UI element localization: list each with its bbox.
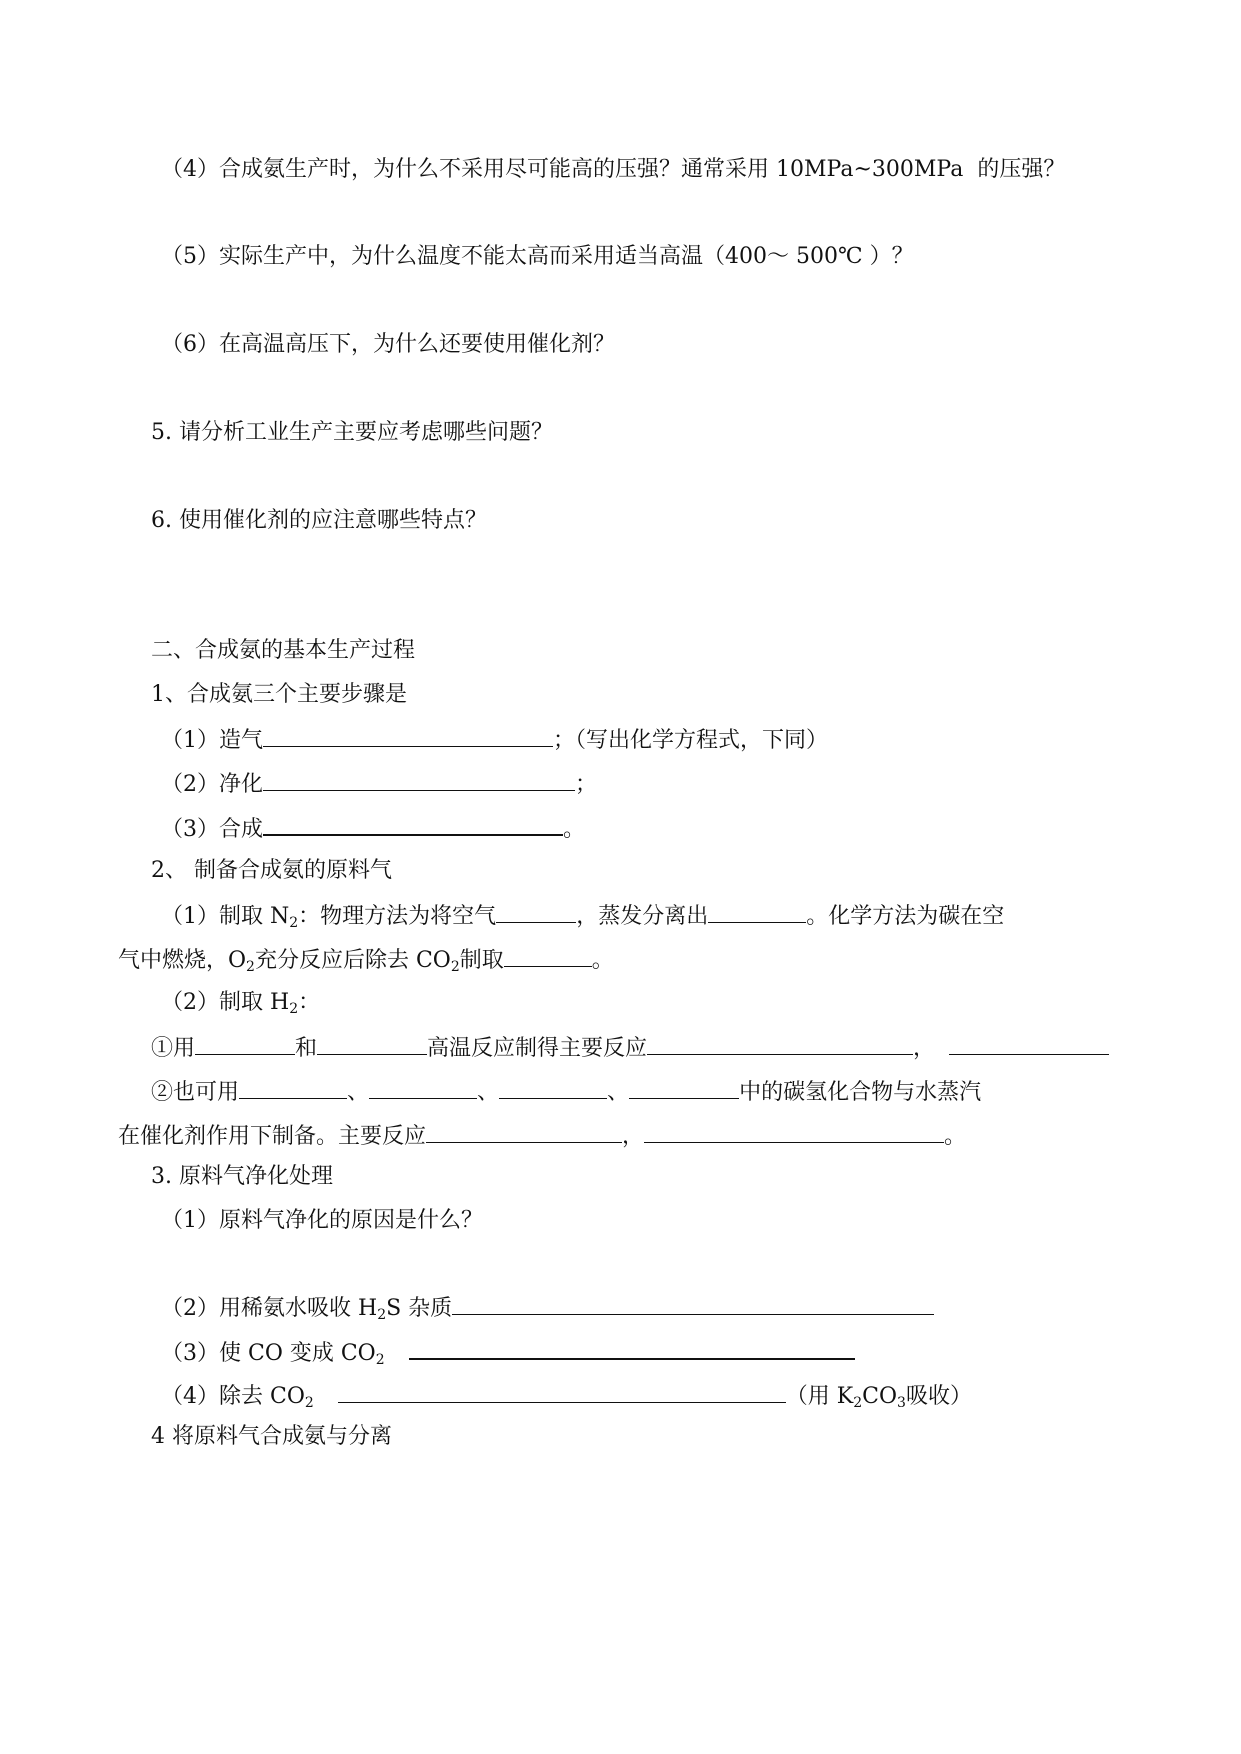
method-2-line-2: 在催化剂作用下制备。主要反应 ， 。 xyxy=(118,1120,966,1152)
answer-blank[interactable] xyxy=(317,1032,427,1055)
answer-blank[interactable] xyxy=(504,944,592,967)
step-3-title: 3. 原料气净化处理 xyxy=(151,1164,333,1189)
n2-line-2: 气中燃烧，$O_2$充分反应后除去 $CO_2$制取 。 xyxy=(118,944,614,976)
method-2: ②也可用 、 、 、 中的碳氢化合物与水蒸汽 xyxy=(151,1076,981,1108)
h2-title: （2）制取 $H_2$： xyxy=(161,990,321,1017)
answer-blank[interactable] xyxy=(409,1336,855,1360)
method-1: ①用 和 高温反应制得主要反应 ， xyxy=(151,1032,1109,1064)
answer-blank[interactable] xyxy=(426,1120,622,1143)
answer-blank[interactable] xyxy=(338,1380,786,1403)
n2-line-1: （1）制取 $N_2$：物理方法为将空气 ，蒸发分离出 。化学方法为碳在空 xyxy=(161,900,1004,932)
answer-blank[interactable] xyxy=(496,900,576,923)
step-1c: （3）合成 。 xyxy=(161,812,585,845)
step-3-q3: （3）使 CO 变成 $CO_2$ xyxy=(161,1336,855,1369)
step-1a: （1）造气 ；（写出化学方程式，下同） xyxy=(161,724,828,756)
answer-blank[interactable] xyxy=(452,1292,934,1315)
answer-blank[interactable] xyxy=(369,1076,477,1099)
step-2-title: 2、 制备合成氨的原料气 xyxy=(151,858,392,883)
section-heading: 二、合成氨的基本生产过程 xyxy=(151,638,416,663)
step-3-q4: （4）除去 $CO_2$ （用 $K_2CO_3$吸收） xyxy=(161,1380,972,1412)
step-1b: （2）净化 ； xyxy=(161,768,597,800)
step-1-title: 1、合成氨三个主要步骤是 xyxy=(151,682,407,707)
answer-blank[interactable] xyxy=(239,1076,347,1099)
question-6: （6）在高温高压下，为什么还要使用催化剂？ xyxy=(161,332,615,357)
answer-blank[interactable] xyxy=(644,1120,944,1143)
step-3-q1: （1）原料气净化的原因是什么？ xyxy=(161,1208,483,1233)
answer-blank[interactable] xyxy=(263,768,575,791)
answer-blank[interactable] xyxy=(708,900,806,923)
item-5: 5. 请分析工业生产主要应考虑哪些问题？ xyxy=(151,420,553,445)
answer-blank[interactable] xyxy=(195,1032,295,1055)
answer-blank[interactable] xyxy=(263,724,553,747)
answer-blank[interactable] xyxy=(949,1032,1109,1055)
question-5: （5）实际生产中，为什么温度不能太高而采用适当高温（400～ 500℃ ）？ xyxy=(161,244,914,269)
answer-blank[interactable] xyxy=(499,1076,607,1099)
item-6: 6. 使用催化剂的应注意哪些特点？ xyxy=(151,508,487,533)
question-4: （4）合成氨生产时，为什么不采用尽可能高的压强？通常采用 10MPa~300MPa 的压强？ xyxy=(161,157,1066,182)
pressure-range: 10MPa~300MPa xyxy=(776,157,964,182)
answer-blank[interactable] xyxy=(647,1032,913,1055)
step-3-q2: （2）用稀氨水吸收 $H_2S$ 杂质 xyxy=(161,1292,934,1324)
answer-blank[interactable] xyxy=(629,1076,739,1099)
step-4-title: 4 将原料气合成氨与分离 xyxy=(151,1424,392,1449)
answer-blank[interactable] xyxy=(263,812,563,836)
